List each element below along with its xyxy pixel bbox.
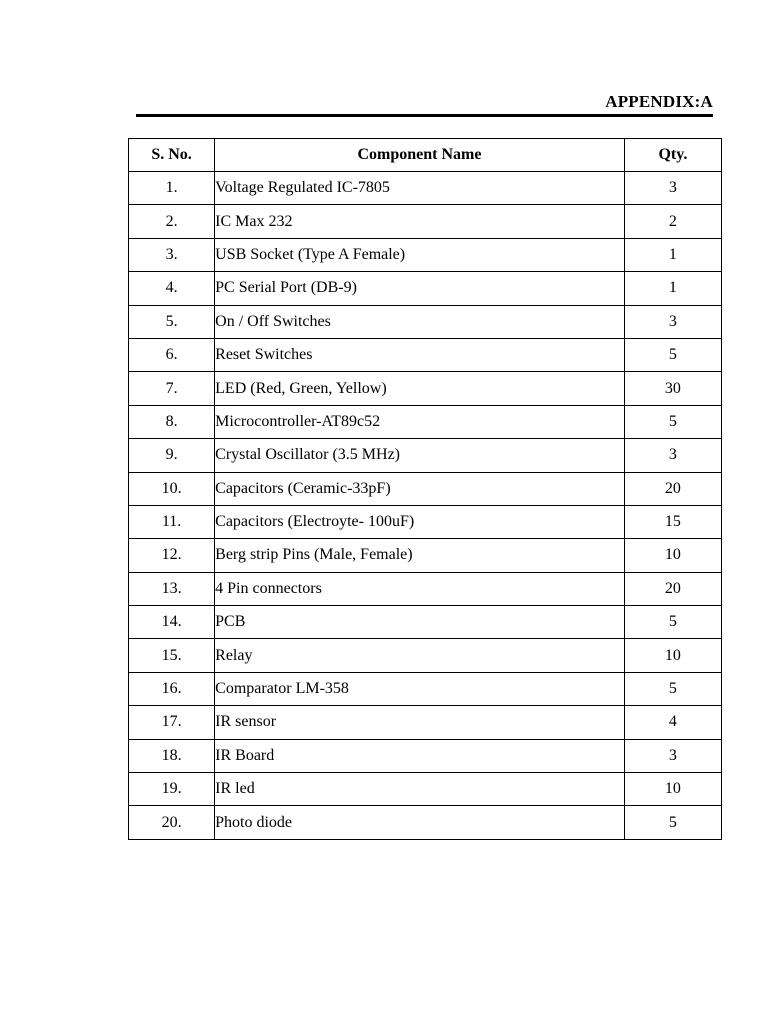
cell-qty: 1	[624, 238, 721, 271]
table-row	[129, 205, 722, 238]
header-sno: S. No.	[129, 139, 215, 172]
cell-qty: 10	[624, 639, 721, 672]
cell-sno: 16.	[129, 672, 215, 705]
cell-sno: 15.	[129, 639, 215, 672]
table-row	[129, 773, 722, 806]
header-component-name: Component Name	[215, 139, 625, 172]
cell-sno: 14.	[129, 606, 215, 639]
cell-component-name: IR led	[215, 773, 625, 806]
table-row	[129, 439, 722, 472]
cell-qty: 3	[624, 739, 721, 772]
cell-qty: 10	[624, 539, 721, 572]
cell-component-name: IR Board	[215, 739, 625, 772]
cell-qty: 5	[624, 405, 721, 438]
cell-qty: 5	[624, 338, 721, 371]
header-qty: Qty.	[624, 139, 721, 172]
cell-component-name: Berg strip Pins (Male, Female)	[215, 539, 625, 572]
table-row	[129, 606, 722, 639]
cell-sno: 12.	[129, 539, 215, 572]
cell-sno: 5.	[129, 305, 215, 338]
cell-component-name: PC Serial Port (DB-9)	[215, 272, 625, 305]
cell-qty: 20	[624, 472, 721, 505]
table-row	[129, 238, 722, 271]
cell-component-name: Crystal Oscillator (3.5 MHz)	[215, 439, 625, 472]
cell-qty: 4	[624, 706, 721, 739]
cell-qty: 5	[624, 606, 721, 639]
cell-qty: 10	[624, 773, 721, 806]
cell-qty: 20	[624, 572, 721, 605]
cell-sno: 7.	[129, 372, 215, 405]
table-row	[129, 272, 722, 305]
cell-component-name: Capacitors (Electroyte- 100uF)	[215, 505, 625, 538]
cell-sno: 1.	[129, 172, 215, 205]
table-row	[129, 639, 722, 672]
table-row	[129, 405, 722, 438]
cell-component-name: IC Max 232	[215, 205, 625, 238]
cell-component-name: Relay	[215, 639, 625, 672]
table-row	[129, 672, 722, 705]
cell-sno: 2.	[129, 205, 215, 238]
cell-qty: 3	[624, 305, 721, 338]
cell-sno: 10.	[129, 472, 215, 505]
cell-qty: 15	[624, 505, 721, 538]
table-row	[129, 338, 722, 371]
cell-qty: 5	[624, 806, 721, 839]
cell-component-name: LED (Red, Green, Yellow)	[215, 372, 625, 405]
cell-component-name: Capacitors (Ceramic-33pF)	[215, 472, 625, 505]
cell-qty: 2	[624, 205, 721, 238]
table-row	[129, 806, 722, 839]
cell-component-name: USB Socket (Type A Female)	[215, 238, 625, 271]
table-row	[129, 305, 722, 338]
table-row	[129, 172, 722, 205]
cell-component-name: Comparator LM-358	[215, 672, 625, 705]
cell-component-name: 4 Pin connectors	[215, 572, 625, 605]
components-table	[128, 138, 722, 840]
cell-sno: 9.	[129, 439, 215, 472]
cell-sno: 18.	[129, 739, 215, 772]
cell-sno: 20.	[129, 806, 215, 839]
table-row	[129, 472, 722, 505]
cell-component-name: IR sensor	[215, 706, 625, 739]
cell-component-name: Microcontroller-AT89c52	[215, 405, 625, 438]
table-row	[129, 572, 722, 605]
table-row	[129, 739, 722, 772]
cell-qty: 3	[624, 172, 721, 205]
cell-component-name: Photo diode	[215, 806, 625, 839]
table-row	[129, 539, 722, 572]
cell-sno: 17.	[129, 706, 215, 739]
cell-component-name: Reset Switches	[215, 338, 625, 371]
cell-qty: 5	[624, 672, 721, 705]
cell-component-name: PCB	[215, 606, 625, 639]
cell-qty: 3	[624, 439, 721, 472]
cell-sno: 19.	[129, 773, 215, 806]
cell-sno: 8.	[129, 405, 215, 438]
table-row	[129, 706, 722, 739]
cell-sno: 3.	[129, 238, 215, 271]
cell-qty: 1	[624, 272, 721, 305]
cell-component-name: Voltage Regulated IC-7805	[215, 172, 625, 205]
cell-component-name: On / Off Switches	[215, 305, 625, 338]
table-row	[129, 372, 722, 405]
cell-sno: 13.	[129, 572, 215, 605]
header-rule	[136, 114, 713, 117]
table-row	[129, 505, 722, 538]
cell-qty: 30	[624, 372, 721, 405]
cell-sno: 4.	[129, 272, 215, 305]
cell-sno: 6.	[129, 338, 215, 371]
cell-sno: 11.	[129, 505, 215, 538]
table-header-row	[129, 139, 722, 172]
page-title: APPENDIX:A	[605, 92, 713, 111]
